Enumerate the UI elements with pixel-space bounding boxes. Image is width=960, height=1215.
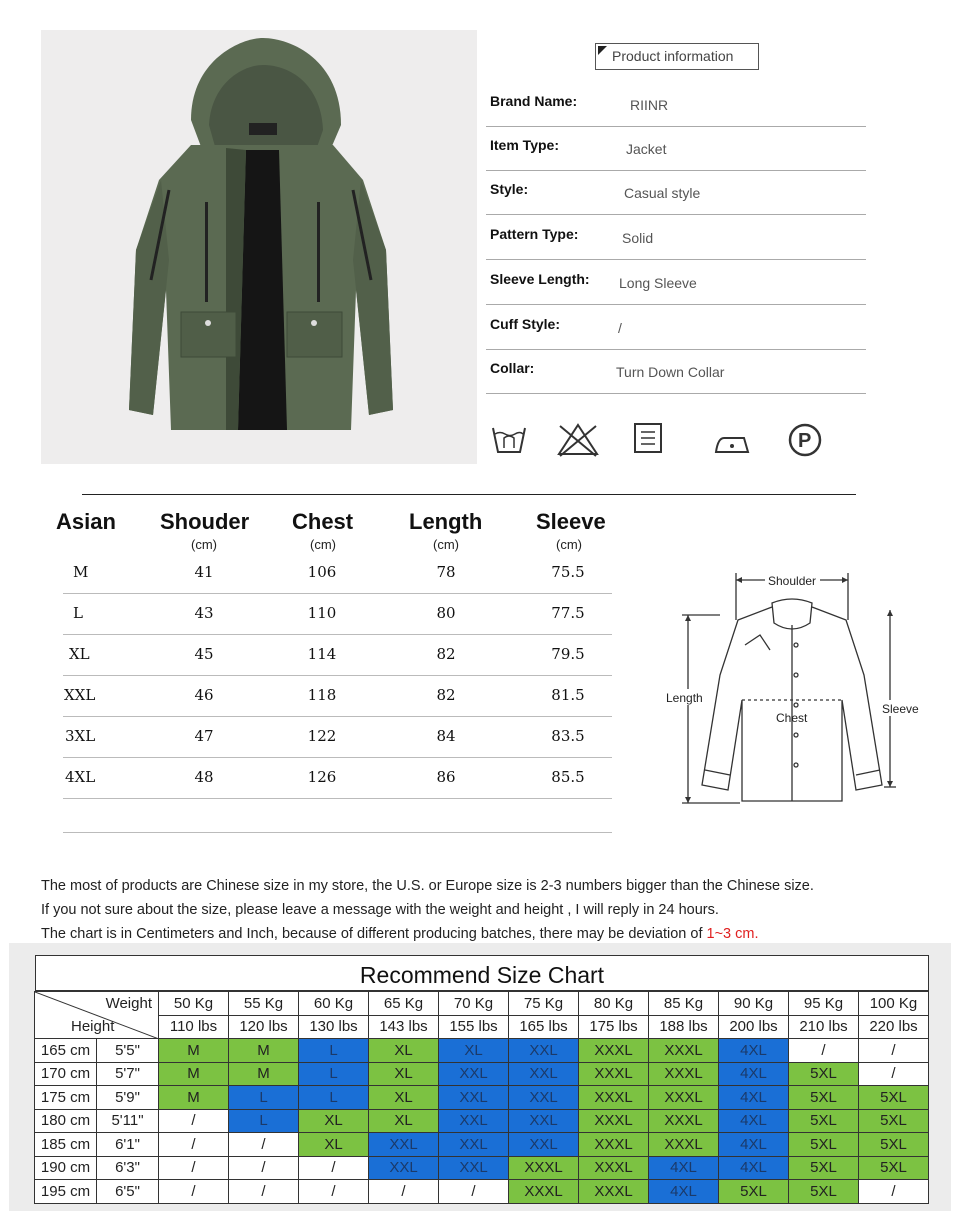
shoulder-cell: 43	[194, 604, 214, 622]
height-ft-cell: 6'3"	[97, 1156, 159, 1180]
size-recommend-cell: 5XL	[859, 1133, 929, 1157]
size-recommend-cell: XXXL	[649, 1086, 719, 1110]
size-recommend-cell: L	[229, 1109, 299, 1133]
size-recommend-cell: M	[159, 1039, 229, 1063]
size-recommend-cell: /	[439, 1180, 509, 1204]
attr-value: /	[618, 320, 622, 336]
height-ft-cell: 5'7"	[97, 1062, 159, 1086]
weight-kg-cell: 85 Kg	[649, 992, 719, 1016]
attr-value: RIINR	[630, 97, 669, 113]
product-info-title: Product information	[612, 48, 734, 64]
length-cell: 80	[436, 604, 456, 622]
chest-cell: 118	[307, 686, 337, 704]
weight-kg-cell: 70 Kg	[439, 992, 509, 1016]
height-cm-cell: 195 cm	[35, 1180, 97, 1204]
size-recommend-cell: XXL	[439, 1062, 509, 1086]
note-deviation: 1~3 cm.	[706, 926, 759, 942]
shoulder-cell: 47	[194, 727, 214, 745]
jacket-illustration	[41, 30, 477, 464]
size-cell: 3XL	[65, 727, 96, 745]
size-recommend-cell: 4XL	[649, 1180, 719, 1204]
size-recommend-cell: M	[229, 1039, 299, 1063]
length-cell: 84	[436, 727, 456, 745]
weight-lbs-cell: 110 lbs	[159, 1015, 229, 1039]
table-row	[63, 676, 612, 717]
attr-row-sleeve	[486, 261, 866, 305]
size-recommend-cell: XXXL	[579, 1133, 649, 1157]
size-recommend-cell: 5XL	[789, 1156, 859, 1180]
size-recommend-cell: XXL	[509, 1133, 579, 1157]
height-ft-cell: 6'1"	[97, 1133, 159, 1157]
height-row	[35, 1039, 929, 1063]
weight-label: Weight	[105, 995, 152, 1012]
size-recommend-cell: 5XL	[719, 1180, 789, 1204]
unit-shoulder: (cm)	[191, 537, 217, 552]
height-cm-cell: 175 cm	[35, 1086, 97, 1110]
size-recommend-cell: XXXL	[649, 1039, 719, 1063]
diagram-shoulder-label: Shoulder	[768, 574, 817, 588]
weight-lbs-cell: 120 lbs	[229, 1015, 299, 1039]
attr-row-brand	[486, 83, 866, 127]
sleeve-cell: 85.5	[551, 768, 585, 786]
length-cell: 78	[436, 563, 456, 581]
size-recommend-cell: /	[229, 1180, 299, 1204]
attr-row-item-type	[486, 127, 866, 171]
size-recommend-cell: /	[229, 1133, 299, 1157]
sleeve-cell: 77.5	[551, 604, 585, 622]
height-label: Height	[71, 1018, 115, 1035]
length-cell: 82	[436, 645, 456, 663]
sleeve-cell: 81.5	[551, 686, 585, 704]
chest-cell: 126	[307, 768, 337, 786]
size-recommend-cell: /	[299, 1180, 369, 1204]
unit-sleeve: (cm)	[556, 537, 582, 552]
height-row	[35, 1109, 929, 1133]
height-cm-cell: 185 cm	[35, 1133, 97, 1157]
dry-clean-p-icon	[787, 422, 823, 458]
product-photo	[41, 30, 477, 464]
size-recommend-cell: 5XL	[859, 1109, 929, 1133]
height-cm-cell: 165 cm	[35, 1039, 97, 1063]
chest-cell: 122	[307, 727, 337, 745]
weight-kg-cell: 55 Kg	[229, 992, 299, 1016]
height-cm-cell: 180 cm	[35, 1109, 97, 1133]
shoulder-cell: 46	[194, 686, 214, 704]
unit-length: (cm)	[433, 537, 459, 552]
length-cell: 82	[436, 686, 456, 704]
svg-text:P: P	[798, 430, 812, 452]
height-row	[35, 1133, 929, 1157]
weight-lbs-cell: 175 lbs	[579, 1015, 649, 1039]
size-recommend-cell: /	[859, 1062, 929, 1086]
size-recommend-cell: M	[159, 1086, 229, 1110]
size-recommend-cell: L	[229, 1086, 299, 1110]
weight-lbs-cell: 155 lbs	[439, 1015, 509, 1039]
size-recommend-cell: XXL	[439, 1086, 509, 1110]
weight-lbs-row	[35, 1015, 929, 1039]
do-not-bleach-icon	[556, 422, 600, 458]
size-cell: M	[73, 563, 89, 581]
size-recommend-cell: XL	[369, 1086, 439, 1110]
diagram-length-label: Length	[666, 691, 703, 705]
weight-lbs-cell: 143 lbs	[369, 1015, 439, 1039]
size-recommend-cell: 4XL	[719, 1086, 789, 1110]
size-recommend-cell: XXXL	[579, 1086, 649, 1110]
size-recommend-cell: 4XL	[719, 1039, 789, 1063]
height-cm-cell: 170 cm	[35, 1062, 97, 1086]
size-recommend-cell: 4XL	[649, 1156, 719, 1180]
size-recommend-cell: XXL	[439, 1133, 509, 1157]
height-row	[35, 1180, 929, 1204]
attr-row-cuff	[486, 306, 866, 350]
hand-wash-icon	[490, 422, 528, 456]
sleeve-cell: 75.5	[551, 563, 585, 581]
attr-key: Brand Name:	[490, 93, 578, 109]
size-recommend-cell: L	[299, 1086, 369, 1110]
col-head-shoulder: Shouder	[160, 509, 250, 534]
col-head-sleeve: Sleeve	[536, 509, 606, 534]
size-recommend-cell: XXXL	[509, 1156, 579, 1180]
size-recommend-cell: 5XL	[789, 1062, 859, 1086]
col-head-chest: Chest	[292, 509, 354, 534]
size-recommend-cell: XXXL	[649, 1062, 719, 1086]
height-row	[35, 1086, 929, 1110]
attr-value: Casual style	[624, 185, 701, 201]
weight-lbs-cell: 165 lbs	[509, 1015, 579, 1039]
size-cell: XL	[69, 645, 90, 663]
note-line-3-text: The chart is in Centimeters and Inch, because of different producing batches, there may be deviation of	[41, 926, 707, 942]
chest-cell: 114	[307, 645, 337, 663]
size-recommend-cell: /	[159, 1156, 229, 1180]
sleeve-cell: 83.5	[551, 727, 585, 745]
size-recommend-cell: XXL	[369, 1133, 439, 1157]
chest-cell: 106	[307, 563, 337, 581]
weight-kg-cell: 60 Kg	[299, 992, 369, 1016]
corner-cell	[35, 992, 159, 1039]
recommend-chart-title: Recommend Size Chart	[35, 955, 929, 991]
height-row	[35, 1156, 929, 1180]
product-info-header	[595, 43, 759, 70]
table-row	[63, 758, 612, 799]
table-divider	[63, 832, 612, 833]
recommend-size-table	[34, 991, 929, 1204]
weight-kg-cell: 90 Kg	[719, 992, 789, 1016]
note-line-1: The most of products are Chinese size in my store, the U.S. or Europe size is 2-3 numbers bigger than the Chinese size.	[41, 878, 814, 894]
section-divider	[82, 494, 856, 495]
size-recommend-cell: M	[229, 1062, 299, 1086]
size-recommend-cell: XXXL	[649, 1133, 719, 1157]
size-recommend-cell: XXXL	[579, 1039, 649, 1063]
attr-value: Jacket	[626, 141, 667, 157]
attr-value: Solid	[622, 230, 654, 246]
length-cell: 86	[436, 768, 456, 786]
attr-row-collar	[486, 350, 866, 394]
weight-lbs-cell: 188 lbs	[649, 1015, 719, 1039]
weight-kg-cell: 95 Kg	[789, 992, 859, 1016]
size-recommend-cell: 4XL	[719, 1062, 789, 1086]
chest-cell: 110	[307, 604, 337, 622]
attr-key: Collar:	[490, 360, 535, 376]
size-recommend-cell: XXXL	[579, 1062, 649, 1086]
attr-key: Item Type:	[490, 137, 559, 153]
diagram-sleeve-label: Sleeve	[882, 702, 919, 716]
height-cm-cell: 190 cm	[35, 1156, 97, 1180]
size-recommend-cell: XXL	[509, 1109, 579, 1133]
tumble-dry-icon	[633, 422, 665, 456]
size-recommend-cell: L	[299, 1062, 369, 1086]
shoulder-cell: 45	[194, 645, 214, 663]
size-recommend-cell: 4XL	[719, 1156, 789, 1180]
size-recommend-cell: /	[859, 1039, 929, 1063]
recommend-table-body	[35, 992, 929, 1204]
attr-key: Sleeve Length:	[490, 271, 590, 287]
size-recommend-cell: /	[159, 1133, 229, 1157]
table-row	[63, 594, 612, 635]
size-recommend-cell: XL	[369, 1039, 439, 1063]
size-recommend-cell: L	[299, 1039, 369, 1063]
size-recommend-cell: XL	[369, 1109, 439, 1133]
size-recommend-cell: XXL	[439, 1156, 509, 1180]
height-ft-cell: 6'5"	[97, 1180, 159, 1204]
attr-key: Style:	[490, 181, 529, 197]
table-row	[63, 635, 612, 676]
shoulder-cell: 48	[194, 768, 214, 786]
size-cell: XXL	[64, 686, 96, 704]
size-recommend-cell: 4XL	[719, 1133, 789, 1157]
unit-chest: (cm)	[310, 537, 336, 552]
height-ft-cell: 5'9"	[97, 1086, 159, 1110]
size-recommend-cell: /	[159, 1109, 229, 1133]
col-head-length: Length	[409, 509, 483, 534]
size-recommend-cell: /	[299, 1156, 369, 1180]
size-recommend-cell: XXXL	[649, 1109, 719, 1133]
size-recommend-cell: XL	[299, 1109, 369, 1133]
weight-lbs-cell: 200 lbs	[719, 1015, 789, 1039]
size-recommend-cell: XXL	[439, 1109, 509, 1133]
col-head-asian: Asian	[56, 509, 116, 534]
size-cell: L	[73, 604, 83, 622]
attr-row-style	[486, 171, 866, 215]
attr-row-pattern	[486, 216, 866, 260]
weight-lbs-cell: 210 lbs	[789, 1015, 859, 1039]
size-recommend-cell: 5XL	[789, 1133, 859, 1157]
weight-kg-cell: 50 Kg	[159, 992, 229, 1016]
size-cell: 4XL	[65, 768, 96, 786]
size-recommend-cell: /	[369, 1180, 439, 1204]
size-recommend-cell: XXL	[509, 1062, 579, 1086]
table-row	[63, 553, 612, 594]
measurement-diagram	[660, 565, 930, 810]
size-recommend-cell: 5XL	[789, 1180, 859, 1204]
size-recommend-cell: XXL	[509, 1039, 579, 1063]
size-recommend-cell: 5XL	[859, 1086, 929, 1110]
note-line-2: If you not sure about the size, please leave a message with the weight and height , I will reply in 24 hours.	[41, 902, 719, 918]
attr-value: Turn Down Collar	[616, 364, 725, 380]
size-recommend-cell: XXXL	[509, 1180, 579, 1204]
size-recommend-cell: 5XL	[789, 1086, 859, 1110]
weight-kg-cell: 100 Kg	[859, 992, 929, 1016]
size-recommend-cell: XL	[439, 1039, 509, 1063]
size-recommend-cell: 5XL	[859, 1156, 929, 1180]
weight-kg-cell: 75 Kg	[509, 992, 579, 1016]
corner-triangle-icon	[598, 46, 607, 55]
diagram-chest-label: Chest	[776, 711, 808, 725]
table-row	[63, 717, 612, 758]
size-recommend-cell: XXXL	[579, 1156, 649, 1180]
size-recommend-cell: XXXL	[579, 1109, 649, 1133]
size-recommend-cell: /	[229, 1156, 299, 1180]
weight-kg-row	[35, 992, 929, 1016]
size-recommend-cell: XL	[369, 1062, 439, 1086]
attr-value: Long Sleeve	[619, 275, 697, 291]
weight-kg-cell: 80 Kg	[579, 992, 649, 1016]
attr-key: Pattern Type:	[490, 226, 579, 242]
height-row	[35, 1062, 929, 1086]
size-recommend-cell: 4XL	[719, 1109, 789, 1133]
size-recommend-cell: XXL	[369, 1156, 439, 1180]
height-ft-cell: 5'5"	[97, 1039, 159, 1063]
height-ft-cell: 5'11"	[97, 1109, 159, 1133]
shoulder-cell: 41	[194, 563, 214, 581]
size-recommend-cell: XXXL	[579, 1180, 649, 1204]
size-recommend-cell: XXL	[509, 1086, 579, 1110]
weight-kg-cell: 65 Kg	[369, 992, 439, 1016]
iron-icon	[712, 430, 752, 456]
attr-key: Cuff Style:	[490, 316, 560, 332]
weight-lbs-cell: 220 lbs	[859, 1015, 929, 1039]
size-recommend-cell: 5XL	[789, 1109, 859, 1133]
size-recommend-cell: XL	[299, 1133, 369, 1157]
sleeve-cell: 79.5	[551, 645, 585, 663]
size-recommend-cell: /	[859, 1180, 929, 1204]
weight-lbs-cell: 130 lbs	[299, 1015, 369, 1039]
size-recommend-cell: /	[789, 1039, 859, 1063]
note-line-3	[41, 926, 759, 942]
size-recommend-cell: M	[159, 1062, 229, 1086]
size-recommend-cell: /	[159, 1180, 229, 1204]
